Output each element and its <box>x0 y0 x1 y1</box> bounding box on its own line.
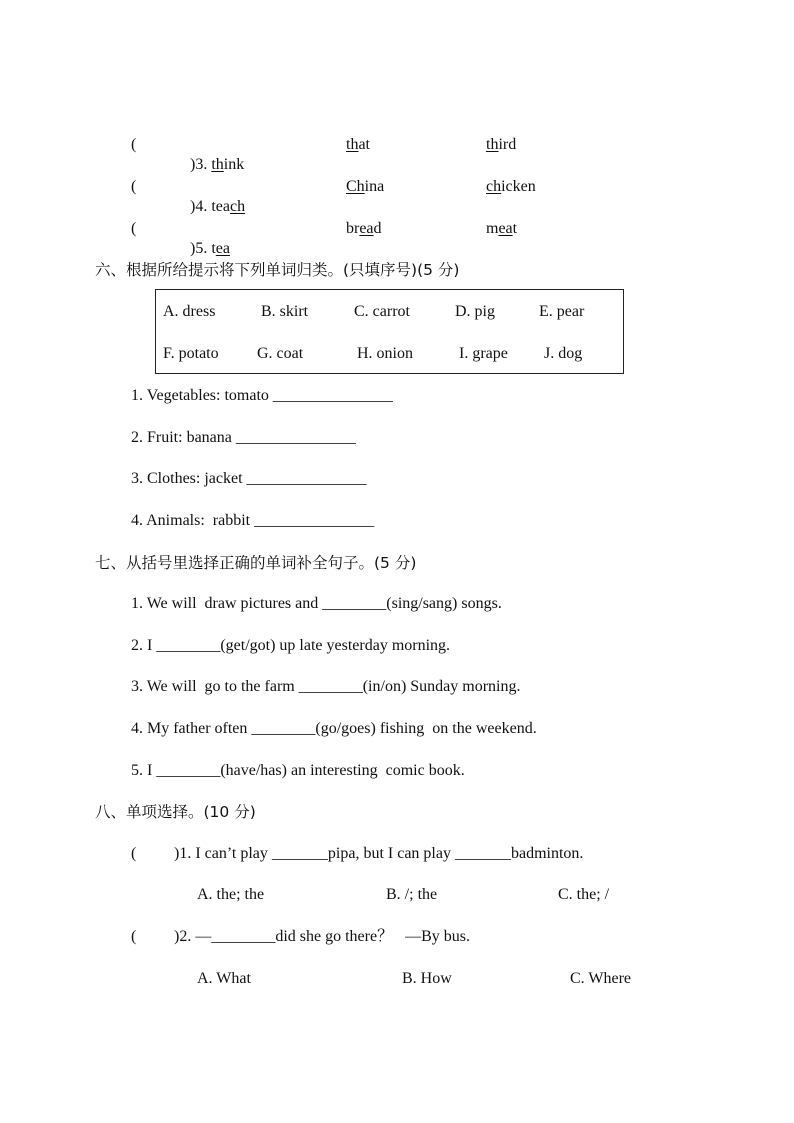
item-number: )5. <box>190 240 208 257</box>
word-option: I. grape <box>459 345 508 362</box>
compare-word-2: meat <box>486 220 518 237</box>
word-option: D. pig <box>455 303 495 320</box>
classify-question[interactable]: 2. Fruit: banana _______________ <box>131 429 356 446</box>
word-bank-box <box>155 289 624 374</box>
compare-word-2: chicken <box>486 178 536 195</box>
compare-word-1: bread <box>346 220 382 237</box>
choice-question: )1. I can’t play _______pipa, but I can play _______badminton. <box>174 845 584 862</box>
answer-paren[interactable]: ( <box>131 178 137 195</box>
answer-paren[interactable]: ( <box>131 928 137 945</box>
word-option: F. potato <box>163 345 219 362</box>
answer-paren[interactable]: ( <box>131 845 137 862</box>
compare-word-1: that <box>346 136 370 153</box>
answer-paren[interactable]: ( <box>131 220 137 237</box>
classify-question[interactable]: 3. Clothes: jacket _______________ <box>131 470 367 487</box>
choice-option-b[interactable]: B. /; the <box>386 886 438 903</box>
choice-option-c[interactable]: C. Where <box>570 970 632 987</box>
choice-option-b[interactable]: B. How <box>402 970 452 987</box>
word-option: E. pear <box>539 303 585 320</box>
fill-blank-question[interactable]: 3. We will go to the farm ________(in/on) Sunday morning. <box>131 678 521 695</box>
choice-question: )2. —________did she go there？ —By bus. <box>174 928 470 945</box>
word-option: H. onion <box>357 345 413 362</box>
section-6-title: 六、根据所给提示将下列单词归类。(只填序号)(5 分) <box>95 261 460 279</box>
classify-question[interactable]: 1. Vegetables: tomato _______________ <box>131 387 393 404</box>
compare-word-2: third <box>486 136 517 153</box>
fill-blank-question[interactable]: 1. We will draw pictures and ________(sing/sang) songs. <box>131 595 502 612</box>
section-8-title: 八、单项选择。(10 分) <box>95 803 256 821</box>
answer-paren[interactable]: ( <box>131 136 137 153</box>
word-option: B. skirt <box>261 303 309 320</box>
word-suffix: ink <box>223 156 245 173</box>
fill-blank-question[interactable]: 4. My father often ________(go/goes) fishing on the weekend. <box>131 720 537 737</box>
fill-blank-question[interactable]: 5. I ________(have/has) an interesting comic book. <box>131 762 465 779</box>
choice-option-a[interactable]: A. What <box>197 970 251 987</box>
word-option: G. coat <box>257 345 304 362</box>
word-prefix: tea <box>207 198 230 215</box>
section-7-title: 七、从括号里选择正确的单词补全句子。(5 分) <box>95 554 417 572</box>
fill-blank-question[interactable]: 2. I ________(get/got) up late yesterday morning. <box>131 637 451 654</box>
classify-question[interactable]: 4. Animals: rabbit _______________ <box>131 512 375 529</box>
underlined-letters: ch <box>229 198 246 215</box>
item-number: )4. <box>190 198 208 215</box>
word-option: C. carrot <box>354 303 410 320</box>
choice-option-a[interactable]: A. the; the <box>197 886 265 903</box>
choice-option-c[interactable]: C. the; / <box>558 886 610 903</box>
underlined-letters: th <box>211 156 224 173</box>
word-prefix: t <box>207 240 216 257</box>
underlined-letters: ea <box>215 240 230 257</box>
compare-word-1: China <box>346 178 385 195</box>
item-number: )3. <box>190 156 208 173</box>
word-option: A. dress <box>163 303 216 320</box>
word-option: J. dog <box>544 345 583 362</box>
